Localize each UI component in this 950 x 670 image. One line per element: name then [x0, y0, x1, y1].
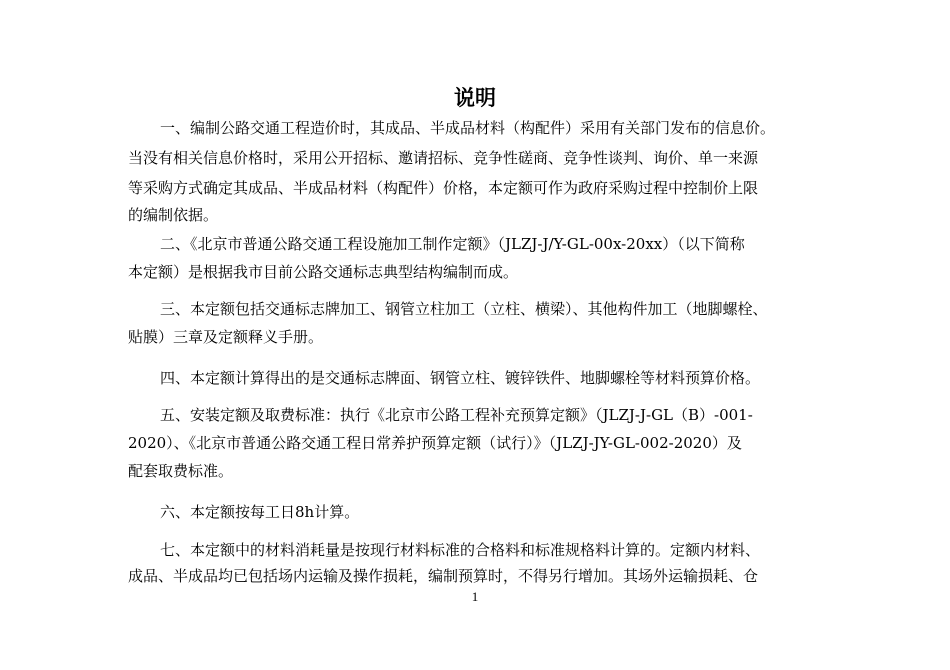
paragraph-1-line-4: 的编制依据。 — [128, 206, 219, 224]
page-number: 1 — [471, 589, 479, 604]
paragraph-7-line-1: 七、本定额中的材料消耗量是按现行材料标准的合格料和标准规格料计算的。定额内材料、 — [160, 541, 761, 559]
paragraph-3-line-2: 贴膜）三章及定额释义手册。 — [128, 328, 324, 346]
document-title: 说明 — [454, 86, 496, 110]
paragraph-4-line-1: 四、本定额计算得出的是交通标志牌面、钢管立柱、镀锌铁件、地脚螺栓等材料预算价格。 — [160, 369, 761, 387]
paragraph-1-line-1: 一、编制公路交通工程造价时，其成品、半成品材料（构配件）采用有关部门发布的信息价。 — [160, 119, 776, 137]
paragraph-6-line-1: 六、本定额按每工日8h计算。 — [160, 503, 360, 521]
paragraph-5-line-3: 配套取费标准。 — [128, 462, 234, 480]
paragraph-2-line-1: 二、《北京市普通公路交通工程设施加工制作定额》（JLZJ-J/Y-GL-00x-20xx）（以下简称 — [160, 235, 745, 253]
paragraph-5-line-1: 五、安装定额及取费标准：执行《北京市公路工程补充预算定额》（JLZJ-J-GL（B）-001- — [160, 406, 753, 424]
paragraph-1-line-2: 当没有相关信息价格时，采用公开招标、邀请招标、竞争性磋商、竞争性谈判、询价、单一来源 — [128, 149, 759, 167]
paragraph-3-line-1: 三、本定额包括交通标志牌加工、钢管立柱加工（立柱、横梁）、其他构件加工（地脚螺栓、 — [160, 300, 768, 318]
paragraph-5-line-2: 2020）、《北京市普通公路交通工程日常养护预算定额（试行）》（JLZJ-JY-GL-002-2020）及 — [128, 434, 742, 452]
paragraph-2-line-2: 本定额）是根据我市目前公路交通标志典型结构编制而成。 — [128, 263, 519, 281]
paragraph-7-line-2: 成品、半成品均已包括场内运输及操作损耗，编制预算时，不得另行增加。其场外运输损耗、仓 — [128, 567, 759, 585]
paragraph-1-line-3: 等采购方式确定其成品、半成品材料（构配件）价格，本定额可作为政府采购过程中控制价上限 — [128, 179, 759, 197]
